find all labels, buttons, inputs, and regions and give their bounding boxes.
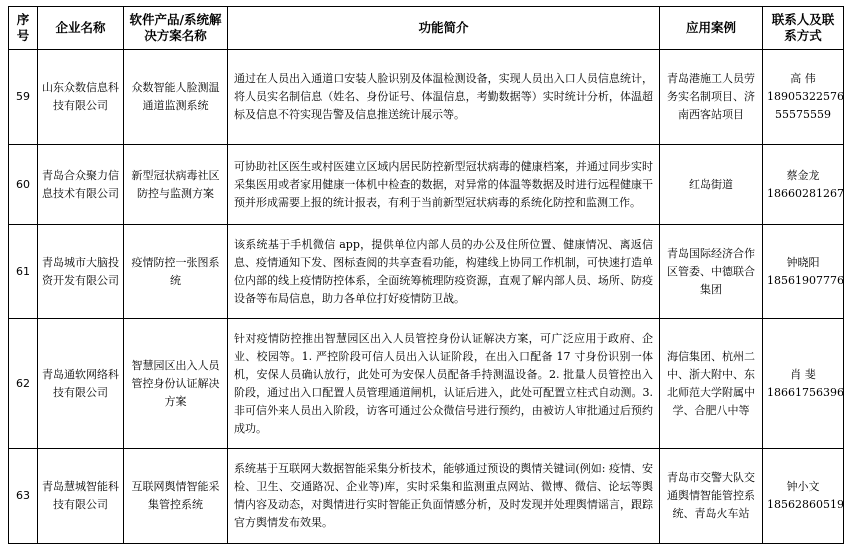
product-cell: 互联网舆情智能采集管控系统 bbox=[124, 449, 228, 544]
company-cell: 山东众数信息科技有限公司 bbox=[38, 50, 124, 145]
header-contact: 联系人及联系方式 bbox=[763, 7, 844, 50]
contact-name: 钟晓阳 bbox=[786, 255, 820, 269]
contact-phone-secondary: 55575559 bbox=[775, 108, 831, 121]
header-seq: 序号 bbox=[9, 7, 38, 50]
contact-cell bbox=[763, 449, 844, 544]
cases-cell: 红岛街道 bbox=[660, 145, 763, 225]
table-row bbox=[9, 50, 844, 145]
contact-name: 高 伟 bbox=[790, 72, 816, 85]
contact-cell bbox=[763, 225, 844, 319]
seq-cell: 59 bbox=[9, 50, 38, 145]
seq-cell: 62 bbox=[9, 319, 38, 449]
function-cell: 该系统基于手机微信 app，提供单位内部人员的办公及住所位置、健康情况、离返信息、疫情通知下发、图标查阅的共享查看功能，构建线上协同工作机制，可快速打造单位内部的线上疫情防控体系，全面统筹梳理防疫资源，直观了解内部人员、场所、防疫设备等布局信息，助力各单位打好疫情防卫战。 bbox=[228, 225, 660, 319]
company-cell: 青岛城市大脑投资开发有限公司 bbox=[38, 225, 124, 319]
contact-phone: 18905322576 bbox=[767, 90, 844, 103]
contact-cell bbox=[763, 145, 844, 225]
cases-cell: 青岛港施工人员劳务实名制项目、济南西客站项目 bbox=[660, 50, 763, 145]
table-row bbox=[9, 145, 844, 225]
cases-cell: 青岛国际经济合作区管委、中德联合集团 bbox=[660, 225, 763, 319]
company-cell: 青岛合众聚力信息技术有限公司 bbox=[38, 145, 124, 225]
seq-cell: 60 bbox=[9, 145, 38, 225]
header-function: 功能简介 bbox=[228, 7, 660, 50]
table-row bbox=[9, 319, 844, 449]
company-cell: 青岛通软网络科技有限公司 bbox=[38, 319, 124, 449]
contact-cell bbox=[763, 50, 844, 145]
function-cell: 系统基于互联网大数据智能采集分析技术，能够通过预设的舆情关键词(例如: 疫情、安检、卫生、交通路况、企业等)库，实时采集和监测重点网站、微博、微信、论坛等舆情内容及动态，对舆情进行实时智能正负面情感分析，及时发现并处理舆情谣言，跟踪官方舆情发布效果。 bbox=[228, 449, 660, 544]
seq-cell: 63 bbox=[9, 449, 38, 544]
cases-cell: 青岛市交警大队交通舆情智能管控系统、青岛火车站 bbox=[660, 449, 763, 544]
table-row bbox=[9, 225, 844, 319]
company-table bbox=[8, 6, 844, 544]
contact-name: 蔡金龙 bbox=[786, 168, 820, 182]
table-header-row bbox=[9, 7, 844, 50]
contact-phone: 18562860519 bbox=[767, 498, 844, 511]
header-product: 软件产品/系统解决方案名称 bbox=[124, 7, 228, 50]
function-cell: 通过在人员出入通道口安装人脸识别及体温检测设备，实现人员出入口人员信息统计，将人员实名制信息（姓名、身份证号、体温信息，考勤数据等）实时统计分析，体温超标及信息不符实现告警及信息推送统计展示等。 bbox=[228, 50, 660, 145]
product-cell: 新型冠状病毒社区防控与监测方案 bbox=[124, 145, 228, 225]
function-cell: 可协助社区医生或村医建立区域内居民防控新型冠状病毒的健康档案，并通过同步实时采集医用或者家用健康一体机中检查的数据，对异常的体温等数据及时进行远程健康干预并形成需要上报的统计报表，有利于当前新型冠状病毒的系统化防控和监测工作。 bbox=[228, 145, 660, 225]
company-cell: 青岛慧城智能科技有限公司 bbox=[38, 449, 124, 544]
contact-name: 钟小文 bbox=[786, 480, 820, 493]
seq-cell: 61 bbox=[9, 225, 38, 319]
contact-phone: 18660281267 bbox=[767, 186, 844, 200]
contact-cell bbox=[763, 319, 844, 449]
contact-name: 肖 斐 bbox=[790, 367, 816, 381]
product-cell: 众数智能人脸测温通道监测系统 bbox=[124, 50, 228, 145]
contact-phone: 18661756396 bbox=[767, 385, 844, 399]
product-cell: 智慧园区出入人员管控身份认证解决方案 bbox=[124, 319, 228, 449]
header-cases: 应用案例 bbox=[660, 7, 763, 50]
function-cell: 针对疫情防控推出智慧园区出入人员管控身份认证解决方案，可广泛应用于政府、企业、校园等。1. 严控阶段可信人员出入认证阶段，在出入口配备 17 寸身份识别一体机，安保人员确认放行，此处可为安保人员配备手持测温设备。2. 批量人员管控出入阶段，通过出入口配置人员管理通道闸机，认证后进入，此处可配置立柱式自动测。3. 非可信外来人员出入阶段，访客可通过公众微信号进行预约，由被访人审批通过后预约成功。 bbox=[228, 319, 660, 449]
contact-phone: 18561907776 bbox=[767, 273, 844, 287]
table-row bbox=[9, 449, 844, 544]
product-cell: 疫情防控一张图系统 bbox=[124, 225, 228, 319]
cases-cell: 海信集团、杭州二中、浙大附中、东北师范大学附属中学、合肥八中等 bbox=[660, 319, 763, 449]
header-company: 企业名称 bbox=[38, 7, 124, 50]
